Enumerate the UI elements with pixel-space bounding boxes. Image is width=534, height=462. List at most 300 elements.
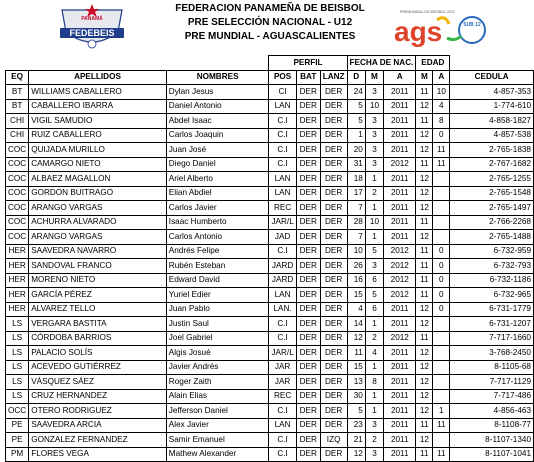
cell-mes: 6 <box>365 302 383 317</box>
cell-pos: LAN <box>269 99 296 114</box>
cell-anio: 2012 <box>384 244 416 259</box>
cell-cedula: 6-731-1779 <box>450 302 534 317</box>
cell-cedula: 1-774-610 <box>450 99 534 114</box>
cell-nombres: Andrés Felipe <box>166 244 269 259</box>
cell-bat: DER <box>296 273 320 288</box>
cell-eq: PM <box>6 447 29 462</box>
cell-pos: C.I <box>269 433 296 448</box>
cell-edad-a: 11 <box>433 418 450 433</box>
roster-body <box>6 85 534 462</box>
cell-edad-a: 10 <box>433 85 450 100</box>
cell-nombres: Javier Andrés <box>166 360 269 375</box>
col-header-pos: POS <box>269 70 296 85</box>
col-header-anio: A <box>384 70 416 85</box>
table-row <box>6 259 534 274</box>
cell-apellidos: QUIJADA MURILLO <box>29 143 167 158</box>
cell-bat: DER <box>296 143 320 158</box>
col-header-edad-a: A <box>433 70 450 85</box>
cell-pos: LAN <box>269 288 296 303</box>
cell-bat: DER <box>296 317 320 332</box>
cell-bat: DER <box>296 302 320 317</box>
cell-dia: 5 <box>347 114 365 129</box>
cell-anio: 2012 <box>384 259 416 274</box>
cell-mes: 6 <box>365 273 383 288</box>
cell-cedula: 4-857-353 <box>450 85 534 100</box>
cell-apellidos: ALBAEZ MAGALLON <box>29 172 167 187</box>
cell-edad-m: 11 <box>416 288 433 303</box>
cell-nombres: Joel Gabriel <box>166 331 269 346</box>
cell-dia: 4 <box>347 302 365 317</box>
cell-lanz: DER <box>320 331 347 346</box>
cell-bat: DER <box>296 201 320 216</box>
cell-cedula: 6-732-959 <box>450 244 534 259</box>
cell-eq: HER <box>6 288 29 303</box>
cell-nombres: Dylan Jesus <box>166 85 269 100</box>
cell-edad-a: 0 <box>433 259 450 274</box>
cell-eq: PE <box>6 433 29 448</box>
cell-mes: 2 <box>365 433 383 448</box>
cell-eq: HER <box>6 259 29 274</box>
cell-apellidos: CRUZ HERNANDEZ <box>29 389 167 404</box>
perfil-group-header: PERFIL <box>269 56 347 71</box>
cell-cedula: 8-1107-1340 <box>450 433 534 448</box>
cell-edad-a <box>433 331 450 346</box>
cell-dia: 13 <box>347 375 365 390</box>
cell-edad-a: 0 <box>433 288 450 303</box>
cell-dia: 1 <box>347 128 365 143</box>
table-row <box>6 128 534 143</box>
cell-cedula: 2-766-2268 <box>450 215 534 230</box>
cell-bat: DER <box>296 114 320 129</box>
cell-nombres: Isaac Humberto <box>166 215 269 230</box>
cell-apellidos: VIGIL SAMUDIO <box>29 114 167 129</box>
table-row <box>6 360 534 375</box>
cell-eq: LS <box>6 389 29 404</box>
cell-mes: 2 <box>365 186 383 201</box>
cell-edad-a <box>433 215 450 230</box>
table-row <box>6 273 534 288</box>
cell-nombres: Diego Daniel <box>166 157 269 172</box>
cell-nombres: Abdel Isaac <box>166 114 269 129</box>
cell-apellidos: WILLIAMS CABALLERO <box>29 85 167 100</box>
cell-pos: C.I <box>269 143 296 158</box>
title-line-1: FEDERACION PANAMEÑA DE BEISBOL <box>175 3 365 14</box>
cell-mes: 5 <box>365 244 383 259</box>
cell-lanz: DER <box>320 259 347 274</box>
table-row <box>6 302 534 317</box>
cell-lanz: DER <box>320 99 347 114</box>
cell-pos: JARD <box>269 273 296 288</box>
cell-pos: JAR <box>269 360 296 375</box>
cell-edad-a: 11 <box>433 143 450 158</box>
table-row <box>6 114 534 129</box>
col-header-bat: BAT <box>296 70 320 85</box>
cell-eq: LS <box>6 360 29 375</box>
cell-lanz: DER <box>320 114 347 129</box>
cell-eq: COC <box>6 157 29 172</box>
cell-pos: C.I <box>269 114 296 129</box>
table-row <box>6 447 534 462</box>
cell-lanz: DER <box>320 346 347 361</box>
table-row <box>6 244 534 259</box>
cell-pos: LAN <box>269 172 296 187</box>
cell-dia: 5 <box>347 99 365 114</box>
ags-caption: PREMUNDIAL DE BEISBOL 2023 <box>400 10 455 14</box>
cell-edad-a <box>433 317 450 332</box>
cell-lanz: DER <box>320 186 347 201</box>
cell-edad-m: 12 <box>416 360 433 375</box>
cell-eq: LS <box>6 375 29 390</box>
col-header-edad-m: M <box>416 70 433 85</box>
cell-nombres: Samir Emanuel <box>166 433 269 448</box>
cell-bat: DER <box>296 331 320 346</box>
cell-cedula: 6-731-1207 <box>450 317 534 332</box>
cell-bat: DER <box>296 172 320 187</box>
cell-nombres: Rubén Esteban <box>166 259 269 274</box>
cell-mes: 3 <box>365 114 383 129</box>
cell-edad-a: 0 <box>433 244 450 259</box>
cell-lanz: DER <box>320 302 347 317</box>
cell-bat: DER <box>296 85 320 100</box>
cell-cedula: 7-717-1660 <box>450 331 534 346</box>
cell-mes: 3 <box>365 85 383 100</box>
cell-edad-a <box>433 375 450 390</box>
cell-nombres: Alain Elias <box>166 389 269 404</box>
cell-edad-a: 8 <box>433 114 450 129</box>
cell-cedula: 4-858-1827 <box>450 114 534 129</box>
cell-edad-a <box>433 186 450 201</box>
cell-eq: OCC <box>6 404 29 419</box>
cell-mes: 3 <box>365 143 383 158</box>
cell-dia: 20 <box>347 143 365 158</box>
cell-lanz: DER <box>320 85 347 100</box>
cell-edad-m: 12 <box>416 375 433 390</box>
cell-eq: HER <box>6 273 29 288</box>
cell-cedula: 2-765-1548 <box>450 186 534 201</box>
cell-lanz: DER <box>320 201 347 216</box>
cell-eq: COC <box>6 201 29 216</box>
cell-nombres: Edward David <box>166 273 269 288</box>
cell-bat: DER <box>296 99 320 114</box>
cell-apellidos: ACEVEDO GUTIÉRREZ <box>29 360 167 375</box>
table-row <box>6 346 534 361</box>
cell-apellidos: CÓRDOBA BARRIOS <box>29 331 167 346</box>
cell-bat: DER <box>296 433 320 448</box>
cell-anio: 2011 <box>384 114 416 129</box>
cell-cedula: 8-1108-77 <box>450 418 534 433</box>
cell-bat: DER <box>296 157 320 172</box>
cell-cedula: 6-732-1186 <box>450 273 534 288</box>
cell-cedula: 7-717-486 <box>450 389 534 404</box>
cell-edad-m: 11 <box>416 331 433 346</box>
cell-edad-m: 11 <box>416 215 433 230</box>
cell-dia: 18 <box>347 172 365 187</box>
cell-nombres: Justin Saul <box>166 317 269 332</box>
cell-cedula: 8-1105-68 <box>450 360 534 375</box>
cell-nombres: Daniel Antonio <box>166 99 269 114</box>
cell-mes: 1 <box>365 172 383 187</box>
cell-lanz: DER <box>320 157 347 172</box>
cell-edad-m: 12 <box>416 317 433 332</box>
table-row <box>6 172 534 187</box>
cell-anio: 2011 <box>384 99 416 114</box>
table-row <box>6 331 534 346</box>
cell-eq: LS <box>6 331 29 346</box>
cell-bat: DER <box>296 389 320 404</box>
cell-edad-m: 12 <box>416 389 433 404</box>
col-header-apellidos: APELLIDOS <box>29 70 167 85</box>
cell-apellidos: ARANGO VARGAS <box>29 230 167 245</box>
cell-pos: JAR/L <box>269 346 296 361</box>
cell-edad-m: 11 <box>416 244 433 259</box>
cell-edad-m: 12 <box>416 404 433 419</box>
table-row <box>6 389 534 404</box>
cell-mes: 10 <box>365 99 383 114</box>
cell-dia: 31 <box>347 157 365 172</box>
cell-apellidos: GARCÍA PÉREZ <box>29 288 167 303</box>
cell-apellidos: CAMARGO NIETO <box>29 157 167 172</box>
cell-anio: 2012 <box>384 288 416 303</box>
cell-bat: DER <box>296 375 320 390</box>
cell-anio: 2012 <box>384 157 416 172</box>
cell-bat: DER <box>296 404 320 419</box>
cell-dia: 24 <box>347 85 365 100</box>
cell-mes: 1 <box>365 317 383 332</box>
cell-eq: COC <box>6 230 29 245</box>
cell-anio: 2012 <box>384 273 416 288</box>
cell-bat: DER <box>296 418 320 433</box>
cell-cedula: 2-765-1497 <box>450 201 534 216</box>
cell-cedula: 7-717-1129 <box>450 375 534 390</box>
cell-lanz: DER <box>320 360 347 375</box>
cell-nombres: Elian Abdiel <box>166 186 269 201</box>
cell-edad-a <box>433 172 450 187</box>
cell-edad-m: 11 <box>416 273 433 288</box>
cell-apellidos: ACHURRA ALVARADO <box>29 215 167 230</box>
cell-edad-a <box>433 201 450 216</box>
cell-eq: COC <box>6 215 29 230</box>
cell-cedula: 2-765-1488 <box>450 230 534 245</box>
ags-badge: SUB 12 <box>463 22 481 28</box>
fedebeis-wordmark: FEDEBEIS <box>69 28 115 38</box>
cell-lanz: DER <box>320 143 347 158</box>
cell-lanz: DER <box>320 317 347 332</box>
cell-edad-a: 11 <box>433 447 450 462</box>
cell-apellidos: GORDON BUITRAGO <box>29 186 167 201</box>
cell-eq: LS <box>6 317 29 332</box>
column-header-row <box>6 70 534 85</box>
cell-lanz: DER <box>320 273 347 288</box>
cell-lanz: DER <box>320 418 347 433</box>
cell-apellidos: ARANGO VARGAS <box>29 201 167 216</box>
cell-lanz: DER <box>320 230 347 245</box>
cell-edad-m: 12 <box>416 230 433 245</box>
cell-lanz: DER <box>320 288 347 303</box>
cell-bat: DER <box>296 447 320 462</box>
cell-edad-m: 12 <box>416 172 433 187</box>
cell-nombres: Algis Josué <box>166 346 269 361</box>
cell-cedula: 6-732-965 <box>450 288 534 303</box>
table-row <box>6 99 534 114</box>
cell-dia: 10 <box>347 244 365 259</box>
cell-mes: 3 <box>365 259 383 274</box>
cell-anio: 2011 <box>384 230 416 245</box>
cell-edad-m: 12 <box>416 186 433 201</box>
cell-mes: 1 <box>365 360 383 375</box>
cell-nombres: Roger Zaith <box>166 375 269 390</box>
cell-pos: C.I <box>269 447 296 462</box>
cell-bat: DER <box>296 346 320 361</box>
roster-table <box>5 55 534 462</box>
cell-edad-m: 11 <box>416 418 433 433</box>
cell-edad-m: 12 <box>416 128 433 143</box>
col-header-eq: EQ <box>6 70 29 85</box>
cell-lanz: DER <box>320 128 347 143</box>
cell-mes: 1 <box>365 389 383 404</box>
cell-apellidos: GONZALEZ FERNANDEZ <box>29 433 167 448</box>
cell-apellidos: OTERO RODRIGUEZ <box>29 404 167 419</box>
cell-cedula: 8-1107-1041 <box>450 447 534 462</box>
cell-pos: REC <box>269 201 296 216</box>
cell-edad-m: 12 <box>416 143 433 158</box>
cell-edad-a <box>433 230 450 245</box>
cell-mes: 5 <box>365 288 383 303</box>
cell-dia: 23 <box>347 418 365 433</box>
cell-dia: 12 <box>347 447 365 462</box>
cell-apellidos: SAAVEDRA ARCIA <box>29 418 167 433</box>
cell-anio: 2011 <box>384 128 416 143</box>
cell-eq: COC <box>6 172 29 187</box>
ags-wordmark: ags <box>394 16 443 47</box>
cell-nombres: Alex Javier <box>166 418 269 433</box>
cell-cedula: 2-765-1255 <box>450 172 534 187</box>
table-row <box>6 85 534 100</box>
cell-edad-m: 11 <box>416 259 433 274</box>
cell-apellidos: VÁSQUEZ SÁEZ <box>29 375 167 390</box>
cell-mes: 10 <box>365 215 383 230</box>
col-header-lanz: LANZ <box>320 70 347 85</box>
col-header-mes: M <box>365 70 383 85</box>
cell-mes: 2 <box>365 331 383 346</box>
cell-eq: CHI <box>6 114 29 129</box>
cell-pos: LAN <box>269 418 296 433</box>
cell-dia: 7 <box>347 201 365 216</box>
cell-bat: DER <box>296 230 320 245</box>
cell-edad-m: 12 <box>416 302 433 317</box>
cell-pos: C.I <box>269 331 296 346</box>
cell-nombres: Carlos Javier <box>166 201 269 216</box>
cell-dia: 5 <box>347 404 365 419</box>
cell-anio: 2011 <box>384 346 416 361</box>
cell-lanz: DER <box>320 172 347 187</box>
cell-apellidos: SANDOVAL FRANCO <box>29 259 167 274</box>
cell-eq: PE <box>6 418 29 433</box>
cell-dia: 26 <box>347 259 365 274</box>
cell-apellidos: ALVAREZ TELLO <box>29 302 167 317</box>
cell-edad-m: 11 <box>416 447 433 462</box>
cell-edad-m: 12 <box>416 433 433 448</box>
cell-mes: 3 <box>365 128 383 143</box>
cell-anio: 2011 <box>384 389 416 404</box>
cell-dia: 11 <box>347 346 365 361</box>
cell-edad-a: 4 <box>433 99 450 114</box>
fedebeis-logo-icon <box>52 2 132 54</box>
cell-anio: 2011 <box>384 172 416 187</box>
ags-u12-logo-icon <box>392 8 492 48</box>
table-row <box>6 317 534 332</box>
cell-bat: DER <box>296 259 320 274</box>
cell-eq: CHI <box>6 128 29 143</box>
cell-lanz: DER <box>320 389 347 404</box>
cell-apellidos: RUIZ CABALLERO <box>29 128 167 143</box>
title-line-3: PRE MUNDIAL - AGUASCALIENTES <box>184 31 356 42</box>
cell-pos: LAN. <box>269 302 296 317</box>
cell-bat: DER <box>296 215 320 230</box>
table-row <box>6 433 534 448</box>
table-row <box>6 157 534 172</box>
cell-anio: 2011 <box>384 201 416 216</box>
cell-edad-m: 11 <box>416 85 433 100</box>
cell-anio: 2011 <box>384 404 416 419</box>
cell-nombres: Juan Pablo <box>166 302 269 317</box>
cell-dia: 16 <box>347 273 365 288</box>
cell-nombres: Jefferson Daniel <box>166 404 269 419</box>
col-header-nombres: NOMBRES <box>166 70 269 85</box>
cell-anio: 2011 <box>384 215 416 230</box>
cell-cedula: 2-765-1838 <box>450 143 534 158</box>
cell-anio: 2012 <box>384 331 416 346</box>
cell-dia: 7 <box>347 230 365 245</box>
cell-dia: 21 <box>347 433 365 448</box>
cell-edad-a <box>433 389 450 404</box>
cell-edad-a: 11 <box>433 157 450 172</box>
fedebeis-arc-text: PANAMÁ <box>81 16 103 22</box>
cell-nombres: Carlos Joaquin <box>166 128 269 143</box>
edad-group-header: EDAD <box>416 56 450 71</box>
cell-mes: 3 <box>365 418 383 433</box>
col-header-dia: D <box>347 70 365 85</box>
cell-edad-a: 1 <box>433 404 450 419</box>
cell-anio: 2011 <box>384 143 416 158</box>
cell-bat: DER <box>296 360 320 375</box>
cell-lanz: DER <box>320 375 347 390</box>
cell-eq: BT <box>6 99 29 114</box>
cell-mes: 4 <box>365 346 383 361</box>
cell-nombres: Mathew Alexander <box>166 447 269 462</box>
cell-anio: 2011 <box>384 433 416 448</box>
cell-dia: 14 <box>347 317 365 332</box>
cell-anio: 2011 <box>384 85 416 100</box>
cell-edad-m: 12 <box>416 99 433 114</box>
cell-anio: 2011 <box>384 418 416 433</box>
table-row <box>6 215 534 230</box>
cell-apellidos: VERGARA BASTITA <box>29 317 167 332</box>
cell-pos: REC <box>269 389 296 404</box>
cell-apellidos: SAAVEDRA NAVARRO <box>29 244 167 259</box>
cell-pos: JAD <box>269 230 296 245</box>
cell-lanz: DER <box>320 404 347 419</box>
cell-edad-m: 12 <box>416 346 433 361</box>
cell-edad-m: 11 <box>416 114 433 129</box>
cell-eq: COC <box>6 143 29 158</box>
cell-bat: DER <box>296 128 320 143</box>
cell-bat: DER <box>296 186 320 201</box>
cell-nombres: Juan José <box>166 143 269 158</box>
cell-nombres: Ariel Alberto <box>166 172 269 187</box>
table-row <box>6 288 534 303</box>
cell-edad-m: 11 <box>416 157 433 172</box>
fecha-nac-group-header: FECHA DE NAC. <box>347 56 416 71</box>
